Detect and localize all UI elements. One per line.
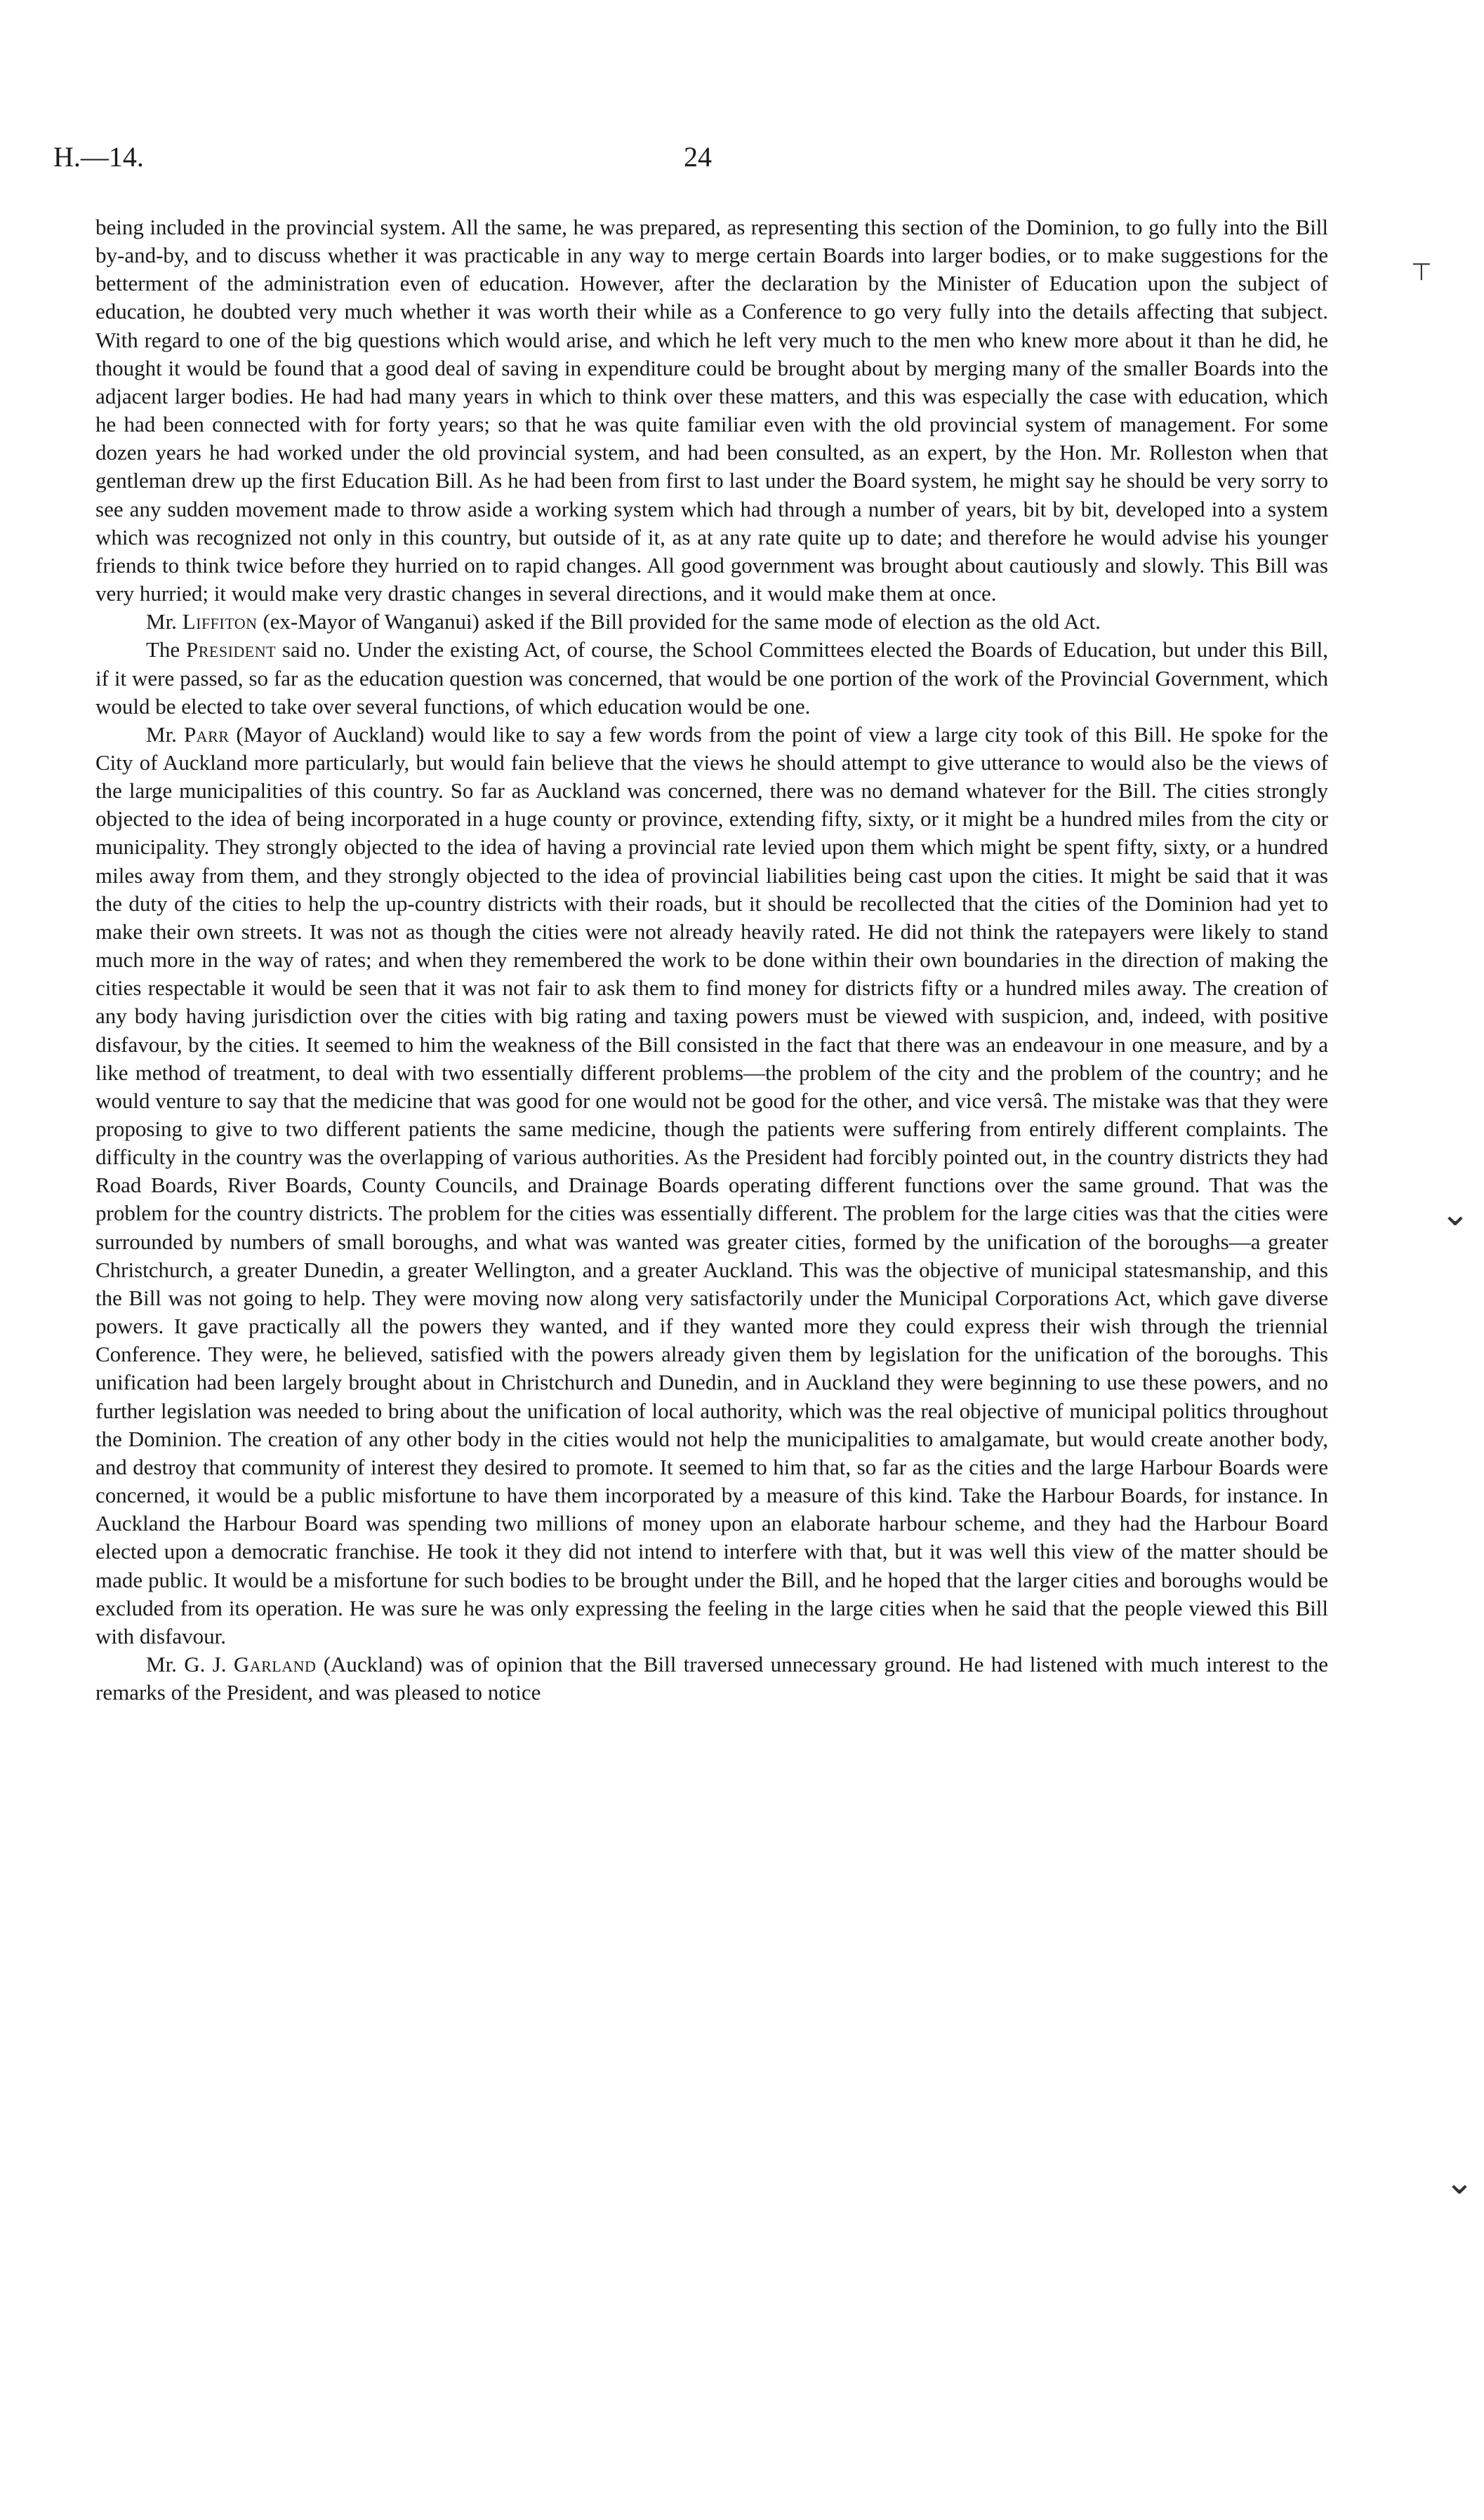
speaker-name: Parr <box>183 721 230 747</box>
margin-mark-icon: ⌄ <box>1440 1193 1470 1234</box>
page-number: 24 <box>684 141 712 173</box>
paragraph-continued: being included in the provincial system. All the same, he was prepared, as representing this section of the Dominion, to go fully into the Bill by-and-by, and to discuss whether it was practicable in any way to merge certain Boards into larger bodies, or to make suggestions for the betterment of the administration even of education. However, after the declaration by the Minister of Education upon the subject of education, he doubted very much whether it was worth their while as a Conference to go very fully into the details affecting that subject. With regard to one of the big questions which would arise, and which he left very much to the men who knew more about it than he did, he thought it would be found that a good deal of saving in expenditure could be brought about by merging many of the smaller Boards into the adjacent larger bodies. He had had many years in which to think over these matters, and this was especially the case with education, which he had been connected with for forty years; so that he was quite familiar even with the old provincial system of management. For some dozen years he had worked under the old provincial system, and had been consulted, as an expert, by the Hon. Mr. Rolleston when that gentleman drew up the first Education Bill. As he had been from first to last under the Board system, he might say he should be very sorry to see any sudden movement made to throw aside a working system which had through a number of years, bit by bit, developed into a system which was recognized not only in this country, but outside of it, as at any rate quite up to date; and therefore he would advise his younger friends to think twice before they hurried on to rapid changes. All good government was brought about cautiously and slowly. This Bill was very hurried; it would make very drastic changes in several directions, and it would make them at once. <box>95 215 1328 606</box>
paragraph-liffiton: Mr. Liffiton (ex-Mayor of Wanganui) asked if the Bill provided for the same mode of election as the old Act. <box>146 609 1101 634</box>
document-reference: H.—14. <box>53 141 144 173</box>
margin-mark-icon: ⌄ <box>1445 2161 1474 2202</box>
margin-mark-icon: ⊤ <box>1411 258 1432 286</box>
speaker-name: Liffiton <box>182 609 258 634</box>
paragraph-garland: Mr. G. J. Garland (Auckland) was of opinion that the Bill traversed unnecessary ground. He had listened with much interest to the remarks of the President, and was pleased to notice <box>95 1651 1329 1705</box>
speaker-name: Garland <box>233 1651 317 1676</box>
speaker-name: President <box>185 637 277 662</box>
paragraph-president: The President said no. Under the existing Act, of course, the School Committees elected the Boards of Education, but under this Bill, if it were passed, so far as the education question was concerned, that would be one portion of the work of the Provincial Government, which would be elected to take over several functions, of which education would be one. <box>95 637 1328 719</box>
body-text <box>95 213 1328 1707</box>
paragraph-parr: Mr. Parr (Mayor of Auckland) would like to say a few words from the point of view a large city took of this Bill. He spoke for the City of Auckland more particularly, but would fain believe that the views he should attempt to give utterance to would also be the views of the large municipalities of this country. So far as Auckland was concerned, there was no demand whatever for the Bill. The cities strongly objected to the idea of being incorporated in a huge county or province, extending fifty, sixty, or it might be a hundred miles from the city or municipality. They strongly objected to the idea of having a provincial rate levied upon them which might be spent fifty, sixty, or a hundred miles away from them, and they strongly objected to the idea of provincial liabilities being cast upon the cities. It might be said that it was the duty of the cities to help the up-country districts with their roads, but it should be recollected that the cities of the Dominion had yet to make their own streets. It was not as though the cities were not already heavily rated. He did not think the ratepayers were likely to stand much more in the way of rates; and when they remembered the work to be done within their own boundaries in the direction of making the cities respectable it would be seen that it was not fair to ask them to find money for districts fifty or a hundred miles away. The creation of any body having jurisdiction over the cities with big rating and taxing powers must be viewed with suspicion, and, indeed, with positive disfavour, by the cities. It seemed to him the weakness of the Bill consisted in the fact that there was an endeavour in one measure, and by a like method of treatment, to deal with two essentially different problems—the problem of the city and the problem of the country; and he would venture to say that the medicine that was good for one would not be good for the other, and vice versâ. The mistake was that they were proposing to give to two different patients the same medicine, though the patients were suffering from entirely different complaints. The difficulty in the country was the overlapping of various authorities. As the President had forcibly pointed out, in the country districts they had Road Boards, River Boards, County Councils, and Drainage Boards operating different functions over the same ground. That was the problem for the country districts. The problem for the cities was essentially different. The problem for the large cities was that the cities were surrounded by numbers of small boroughs, and what was wanted was greater cities, formed by the unification of the boroughs—a greater Christchurch, a greater Dunedin, a greater Wellington, and a greater Auckland. This was the objective of municipal statesmanship, and this the Bill was not going to help. They were moving now along very satisfactorily under the Municipal Corporations Act, which gave diverse powers. It gave practically all the powers they wanted, and if they wanted more they could express their wish through the triennial Conference. They were, he believed, satisfied with the powers already given them by legislation for the unification of the boroughs. This unification had been largely brought about in Christchurch and Dunedin, and in Auckland they were beginning to use these powers, and no further legislation was needed to bring about the unification of local authority, which was the real objective of municipal politics throughout the Dominion. The creation of any other body in the cities would not help the municipalities to amalgamate, but would create another body, and destroy that community of interest they desired to promote. It seemed to him that, so far as the cities and the large Harbour Boards were concerned, it would be a public misfortune to have them incorporated by a measure of this kind. Take the Harbour Boards, for instance. In Auckland the Harbour Board was spending two millions of money upon an elaborate harbour scheme, and they had the Harbour Board elected upon a democratic franchise. He took it they did not intend to interfere with that, but it was well this view of the matter should be made public. It would be a misfortune for such bodies to be brought under the Bill, and he hoped that the larger cities and boroughs would be excluded from its operation. He was sure he was only expressing the feeling in the large cities when he said that the people viewed this Bill with disfavour. <box>95 721 1328 1648</box>
